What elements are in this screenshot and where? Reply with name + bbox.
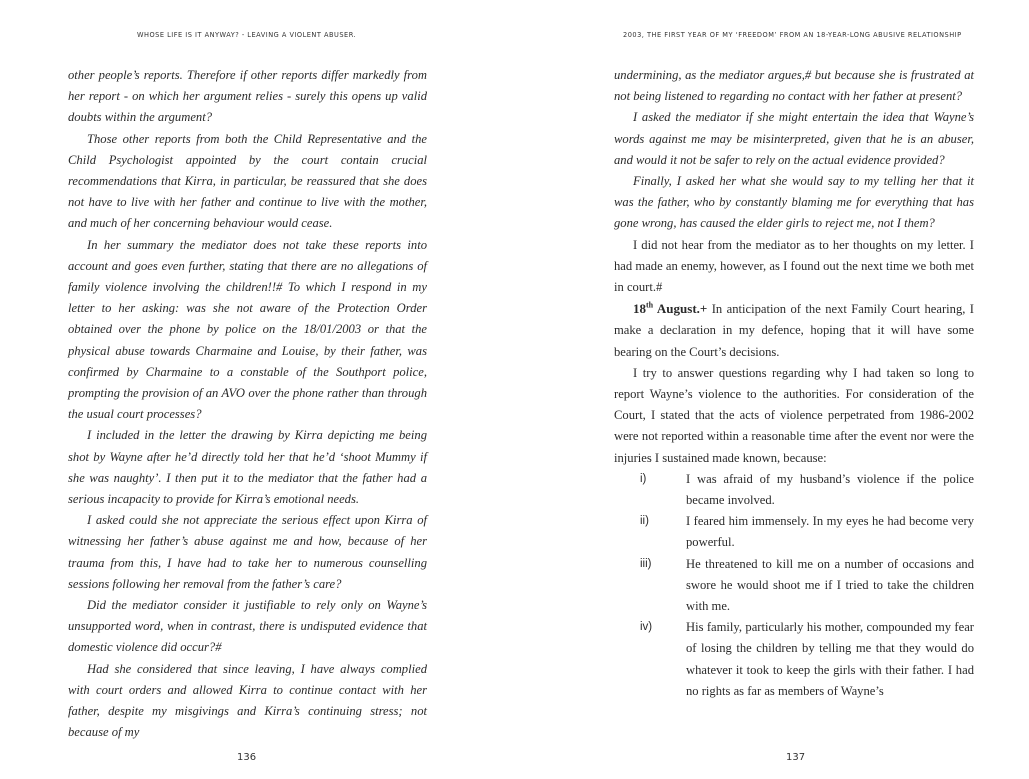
list-item-number: iii) [640,557,652,570]
right-running-header: 2003, THE FIRST YEAR OF MY ‘FREEDOM’ FROM AN 18-YEAR-LONG ABUSIVE RELATIONSHIP [623,31,962,39]
date-day: 18 [633,301,646,317]
left-paragraph-4: I included in the letter the drawing by Kirra depicting me being shot by Wayne after he’d directly told her that he’d ‘shoot Mummy if she was naughty’. I then put it to the mediator that the father had a serious incapacity to provide for Kirra’s emotional needs. [68,428,427,507]
right-page-number: 137 [786,752,806,763]
right-page [515,0,1029,779]
right-italic-paragraph-3: Finally, I asked her what she would say to my telling her that it was the father, who by constantly blaming me for everything that has gone wrong, has caused the elder girls to reject me, not I them? [614,174,974,231]
dated-entry-text: In anticipation of the next Family Court hearing, I make a declaration in my defence, hoping that it will have some bearing on the Court’s decisions. [614,302,975,359]
list-item-text: He threatened to kill me on a number of occasions and swore he would shoot me if I tried to take the children with me. [686,556,974,614]
list-item-number: iv) [640,621,653,634]
left-paragraph-1: other people’s reports. Therefore if other reports differ markedly from her report - on which her argument relies - surely this opens up valid doubts within the argument? [68,68,427,125]
list-item [614,469,974,511]
left-page [0,0,514,779]
date-suffix: th [646,300,654,310]
list-item [614,617,974,702]
list-item-text: I feared him immensely. In my eyes he had become very powerful. [686,514,974,550]
list-item [614,554,974,618]
date-heading [633,301,707,316]
list-item-text: I was afraid of my husband’s violence if the police became involved. [686,471,974,508]
list-item-number: i) [640,472,647,485]
list-item-text: His family, particularly his mother, compounded my fear of losing the children by telling me that they would do whatever it took to keep the girls with their father. I had no rights as far as members of Wayne’s [686,620,974,698]
right-paragraph-no-reply: I did not hear from the mediator as to her thoughts on my letter. I had made an enemy, however, as I found out the next time we both met in court.# [614,237,974,295]
right-paragraph-dated-entry [614,298,974,363]
left-page-number: 136 [237,752,257,763]
right-paragraph-answer: I try to answer questions regarding why I had taken so long to report Wayne’s violence to the authorities. For consideration of the Court, I stated that the acts of violence perpetrated from 1986-2002 were not reported within a reasonable time after the event nor were the injuries I sustained made known, because: [614,365,974,465]
right-italic-paragraph-2: I asked the mediator if she might entertain the idea that Wayne’s words against me may be misinterpreted, given that he is an abuser, and would it not be safer to rely on the actual evidence provided? [614,110,974,167]
list-item [614,511,974,553]
date-month: August.+ [653,301,708,317]
right-italic-paragraph-1: undermining, as the mediator argues,# but because she is frustrated at not being listened to regarding no contact with her father at present? [614,68,974,104]
right-page-body [614,65,974,702]
reasons-list [614,469,974,702]
left-paragraph-3: In her summary the mediator does not take these reports into account and goes even further, stating that there are no allegations of family violence involving the children!!# To which I respond in my letter to her asking: was she not aware of the Protection Order obtained over the phone by police on the 18/01/2003 or that the physical abuse towards Charmaine and Louise, by their father, was confirmed by Charmaine to a constable of the Southport police, prompting the provision of an AVO over the phone rather than through the usual court processes? [68,237,427,422]
left-paragraph-5: I asked could she not appreciate the serious effect upon Kirra of witnessing her father’s abuse against me and how, because of her trauma from this, I have had to take her to numerous counselling sessions following her removal from the father’s care? [68,513,427,591]
left-paragraph-7: Had she considered that since leaving, I have always complied with court orders and allowed Kirra to continue contact with her father, despite my misgivings and Kirra’s continuing stress; not because of my [68,661,427,740]
left-paragraph-2: Those other reports from both the Child Representative and the Child Psychologist appointed by the court contain crucial recommendations that Kirra, in particular, be reassured that she does not have to live with her father and continue to live with the mother, and much of her concerning behaviour would cease. [68,131,427,231]
left-paragraph-6: Did the mediator consider it justifiable to rely only on Wayne’s unsupported word, when in contrast, there is undisputed evidence that domestic violence did occur?# [68,598,427,655]
left-page-body [68,65,427,744]
left-running-header: WHOSE LIFE IS IT ANYWAY? - LEAVING A VIOLENT ABUSER. [137,31,357,39]
list-item-number: ii) [640,515,649,528]
